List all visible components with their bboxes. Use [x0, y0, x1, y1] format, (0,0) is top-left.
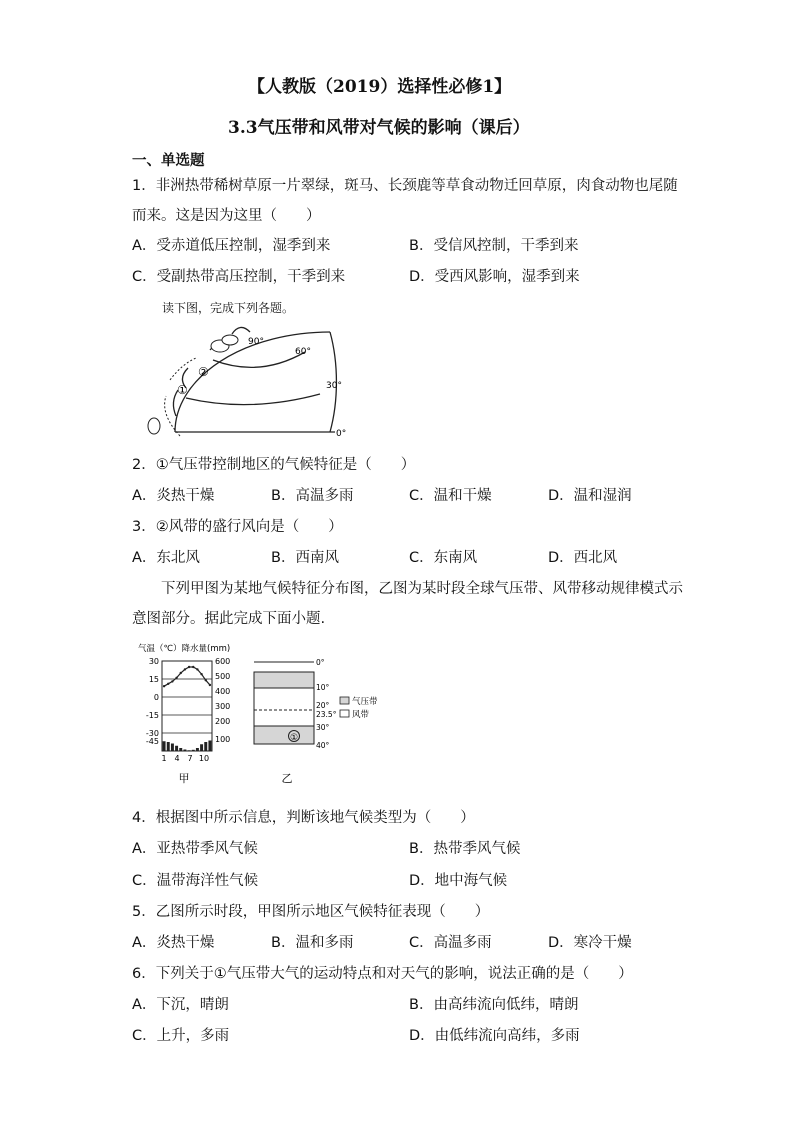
belt-2-marker: ②: [198, 365, 209, 379]
temp-point: [167, 683, 169, 685]
chart-yi-label: 乙: [281, 772, 293, 785]
temp-point: [209, 684, 211, 686]
cloud-icon: [148, 418, 160, 434]
question-4-stem: 4．根据图中所示信息，判断该地气候类型为（ ）: [132, 810, 475, 826]
temperature-line: [164, 667, 210, 686]
question-2-option-c: C．温和干燥: [409, 488, 492, 504]
figure-1-caption: 读下图，完成下列各题。: [162, 301, 295, 315]
legend-swatch-wind: [340, 710, 349, 717]
precip-tick: 300: [215, 702, 231, 711]
precip-bar: [179, 748, 182, 751]
question-5-stem: 5．乙图所示时段，甲图所示地区气候特征表现（ ）: [132, 904, 490, 920]
precip-bar: [163, 741, 166, 751]
lat-90-label: 90°: [248, 337, 264, 347]
precip-bar: [204, 742, 207, 751]
question-3-stem: 3．②风带的盛行风向是（ ）: [132, 519, 343, 535]
pressure-belt-band: [254, 726, 314, 744]
lat-30-line: [186, 394, 320, 405]
section-heading: 一、单选题: [132, 153, 205, 169]
temp-tick: 30: [148, 657, 159, 666]
precip-tick: 500: [215, 672, 231, 681]
precip-bar: [192, 750, 195, 751]
lat-30-label: 30°: [326, 381, 342, 391]
wind-belt-band: [254, 688, 314, 726]
climate-chart: [162, 661, 212, 751]
temp-point: [171, 680, 173, 682]
precip-tick: 600: [215, 657, 231, 666]
lat-0-label: 0°: [336, 429, 347, 439]
document-title: 【人教版（2019）选择性必修1】: [248, 77, 512, 97]
question-4-option-d: D．地中海气候: [409, 873, 508, 889]
lat-label: 10°: [316, 683, 330, 692]
intro-paragraph: 下列甲图为某地气候特征分布图，乙图为某时段全球气压带、风带移动规律模式示: [161, 581, 683, 597]
temp-point: [175, 677, 177, 679]
question-1-stem: 1．非洲热带稀树草原一片翠绿，斑马、长颈鹿等草食动物迁回草原，肉食动物也尾随: [132, 178, 678, 194]
belt-1-marker: ①: [177, 383, 188, 397]
question-1-option-c: C．受副热带高压控制，干季到来: [132, 269, 346, 285]
temp-tick: 0: [153, 693, 159, 702]
temp-tick: -45: [145, 737, 159, 746]
temp-tick: 15: [148, 675, 159, 684]
question-1-stem-cont: 而来。这是因为这里（ ）: [132, 208, 321, 224]
lat-label: 23.5°: [316, 710, 337, 719]
question-2-option-d: D．温和湿润: [548, 488, 632, 504]
climate-chart-header: 气温（℃）降水量(mm): [138, 644, 231, 654]
month-tick: 4: [174, 754, 180, 763]
question-1-option-b: B．受信风控制，干季到来: [409, 238, 579, 254]
temp-point: [188, 666, 190, 668]
temp-point: [196, 668, 198, 670]
month-tick: 7: [187, 754, 193, 763]
intro-paragraph-cont: 意图部分。据此完成下面小题.: [132, 611, 326, 627]
legend-swatch-pressure: [340, 697, 349, 704]
belts-diagram: [254, 662, 314, 744]
temp-tick: -30: [145, 729, 159, 738]
temp-point: [163, 685, 165, 687]
question-6-option-a: A．下沉，晴朗: [132, 997, 229, 1013]
figure-1-diagram: [140, 318, 360, 444]
precip-tick: 400: [215, 687, 231, 696]
precip-bar: [175, 746, 178, 751]
question-2-stem: 2．①气压带控制地区的气候特征是（ ）: [132, 457, 416, 473]
temp-point: [192, 666, 194, 668]
precip-bar: [196, 748, 199, 751]
precip-tick: 100: [215, 735, 231, 744]
lesson-title: 3.3气压带和风带对气候的影响（课后）: [228, 118, 530, 138]
wind-arrow: [232, 327, 250, 334]
temp-point: [180, 672, 182, 674]
question-3-option-a: A．东北风: [132, 550, 200, 566]
question-4-option-a: A．亚热带季风气候: [132, 841, 258, 857]
question-3-option-d: D．西北风: [548, 550, 618, 566]
temp-tick: -15: [145, 711, 159, 720]
pressure-belt-band: [254, 672, 314, 688]
precip-bar: [200, 744, 203, 751]
question-3-option-c: C．东南风: [409, 550, 478, 566]
question-2-option-b: B．高温多雨: [271, 488, 354, 504]
cell-arrow: [165, 396, 180, 436]
question-6-option-c: C．上升，多雨: [132, 1028, 230, 1044]
lat-60-line: [213, 352, 305, 367]
precip-bar: [188, 750, 191, 751]
temp-point: [200, 673, 202, 675]
question-5-option-c: C．高温多雨: [409, 935, 492, 951]
question-1-option-a: A．受赤道低压控制，湿季到来: [132, 238, 331, 254]
question-5-option-b: B．温和多雨: [271, 935, 354, 951]
lat-label: 0°: [316, 658, 325, 667]
lat-label: 40°: [316, 741, 330, 750]
question-4-option-b: B．热带季风气候: [409, 841, 521, 857]
month-tick: 1: [161, 754, 167, 763]
question-5-option-a: A．炎热干燥: [132, 935, 215, 951]
belt-marker-text: ①: [289, 733, 299, 743]
question-6-option-d: D．由低纬流向高纬，多雨: [409, 1028, 580, 1044]
precip-bar: [208, 741, 211, 752]
month-tick: 10: [198, 754, 210, 763]
temp-point: [184, 668, 186, 670]
precip-bar: [171, 744, 174, 752]
question-4-option-c: C．温带海洋性气候: [132, 873, 259, 889]
temp-point: [205, 679, 207, 681]
precip-tick: 200: [215, 717, 231, 726]
precip-bar: [183, 750, 186, 752]
figure-2: [138, 640, 398, 790]
question-3-option-b: B．西南风: [271, 550, 339, 566]
climate-chart-frame: [162, 661, 212, 751]
question-2-option-a: A．炎热干燥: [132, 488, 215, 504]
legend-pressure-label: 气压带: [352, 697, 378, 707]
lat-label: 30°: [316, 723, 330, 732]
question-6-stem: 6．下列关于①气压带大气的运动特点和对天气的影响，说法正确的是（ ）: [132, 966, 633, 982]
question-5-option-d: D．寒冷干燥: [548, 935, 632, 951]
question-6-option-b: B．由高纬流向低纬，晴朗: [409, 997, 579, 1013]
lat-60-label: 60°: [295, 347, 311, 357]
legend-wind-label: 风带: [352, 710, 370, 720]
lat-label: 20°: [316, 701, 330, 710]
precip-bar: [167, 742, 170, 751]
question-1-option-d: D．受西风影响，湿季到来: [409, 269, 580, 285]
cloud-icon: [222, 335, 238, 345]
chart-jia-label: 甲: [178, 772, 190, 785]
